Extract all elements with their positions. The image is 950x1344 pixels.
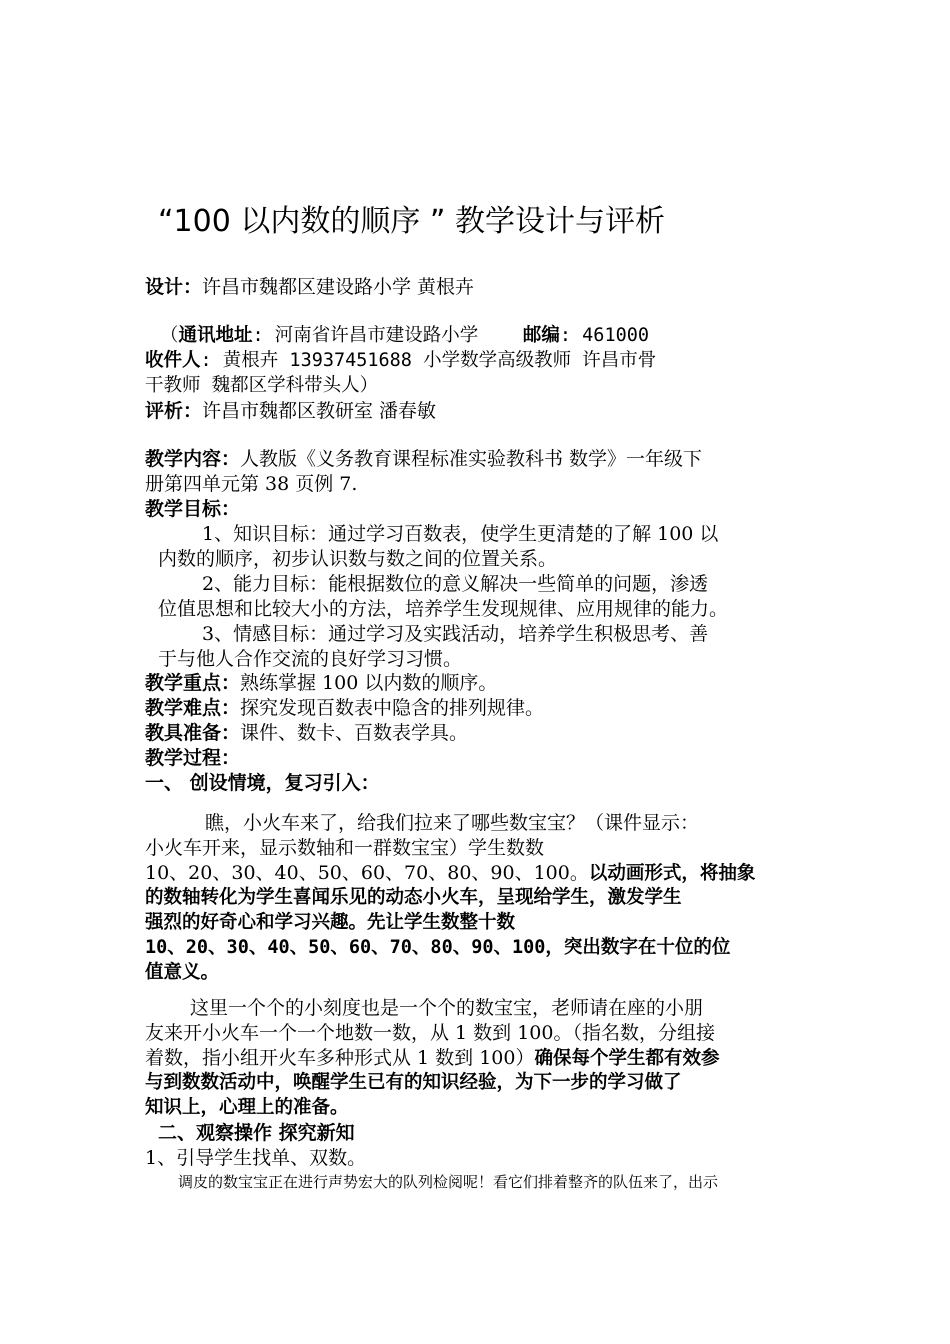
goal-3-line-1: 3、情感目标：通过学习及实践活动，培养学生积极思考、善 <box>202 623 709 645</box>
document-title: “100 以内数的顺序 ” 教学设计与评析 <box>158 204 665 239</box>
postcode-label: 邮编 <box>522 325 560 346</box>
p1-line-5: 强烈的好奇心和学习兴趣。先让学生数整十数 <box>145 912 516 933</box>
key-label: 教学重点： <box>145 672 241 694</box>
contact-line-1 <box>160 323 649 349</box>
p1-line-3 <box>145 860 755 887</box>
address-text: : 河南省许昌市建设路小学 <box>252 325 479 346</box>
p1-line-4: 的数轴转化为学生喜闻乐见的动态小火车，呈现给学生，激发学生 <box>145 887 682 908</box>
p1-line-2: 小火车开来，显示数轴和一群数宝宝）学生数数 <box>145 837 545 859</box>
recipient-text: : 黄根卉 13937451688 小学数学高级教师 许昌市骨 <box>200 350 657 371</box>
design-text: 许昌市魏都区建设路小学 黄根卉 <box>202 276 475 298</box>
section-2-heading: 二、观察操作 探究新知 <box>158 1122 355 1144</box>
p1-line-6 <box>145 935 730 961</box>
tools-text: 课件、数卡、百数表学具。 <box>240 722 469 744</box>
tools-line <box>145 720 468 746</box>
postcode-text: : 461000 <box>559 325 649 346</box>
p2-line-1: 这里一个个的小刻度也是一个个的数宝宝，老师请在座的小朋 <box>190 997 704 1019</box>
review-label: 评析： <box>145 400 203 422</box>
goal-1-line-2: 内数的顺序，初步认识数与数之间的位置关系。 <box>158 548 558 570</box>
p2-comment-start: 确保每个学生都有效参 <box>534 1048 720 1069</box>
section-1-heading: 一、 创设情境，复习引入： <box>145 772 380 794</box>
goal-2-line-2: 位值思想和比较大小的方法，培养学生发现规律、应用规律的能力。 <box>158 598 729 620</box>
p2-line-5: 知识上，心理上的准备。 <box>145 1097 349 1118</box>
key-text: 熟练掌握 100 以内数的顺序。 <box>240 672 498 694</box>
p2-line-3 <box>145 1045 720 1072</box>
goals-label: 教学目标： <box>145 498 241 520</box>
p2-text: 着数，指小组开火车多种形式从 1 数到 100） <box>145 1047 535 1069</box>
process-label: 教学过程： <box>145 747 241 769</box>
p1-line-1: 瞧，小火车来了，给我们拉来了哪些数宝宝？（课件显示： <box>205 812 700 834</box>
tools-label: 教具准备： <box>145 722 241 744</box>
goal-3-line-2: 于与他人合作交流的良好学习习惯。 <box>158 648 463 670</box>
item-1-heading: 1、引导学生找单、双数。 <box>145 1147 367 1169</box>
design-line <box>145 274 474 300</box>
p2-line-4: 与到数数活动中，唤醒学生已有的知识经验，为下一步的学习做了 <box>145 1072 682 1093</box>
goal-1-line-1: 1、知识目标：通过学习百数表，使学生更清楚的了解 100 以 <box>202 523 719 545</box>
content-line-2: 册第四单元第 38 页例 7. <box>145 473 358 495</box>
content-line-1 <box>145 446 702 472</box>
difficulty-text: 探究发现百数表中隐含的排列规律。 <box>240 697 545 719</box>
recipient-label: 收件人 <box>145 350 201 371</box>
p1-comment-start: 以动画形式，将抽象 <box>588 863 756 884</box>
contact-line-2 <box>145 348 656 374</box>
p1-number-sequence: 10、20、30、40、50、60、70、80、90、100。 <box>145 862 589 884</box>
review-line <box>145 398 436 424</box>
last-line: 调皮的数宝宝正在进行声势宏大的队列检阅呢！看它们排着整齐的队伍来了，出示 <box>178 1173 719 1191</box>
p1-number-sequence-2: 10、20、30、40、50、60、70、80、90、100， <box>145 937 564 958</box>
content-text: 人教版《义务教育课程标准实验教科书 数学》一年级下 <box>240 448 703 470</box>
content-label: 教学内容： <box>145 448 241 470</box>
contact-open-paren: （ <box>160 325 179 346</box>
design-label: 设计： <box>145 276 203 298</box>
goal-2-line-1: 2、能力目标：能根据数位的意义解决一些简单的问题，渗透 <box>202 573 709 595</box>
key-point-line <box>145 670 497 696</box>
address-label: 通讯地址 <box>178 325 253 346</box>
difficulty-line <box>145 695 544 721</box>
p1-comment-2: 突出数字在十位的位 <box>563 937 731 958</box>
contact-line-3: 干教师 魏都区学科带头人） <box>145 375 379 396</box>
p1-line-7: 值意义。 <box>145 962 220 983</box>
p2-line-2: 友来开小火车一个一个地数一数，从 1 数到 100。（指名数，分组接 <box>145 1022 715 1044</box>
difficulty-label: 教学难点： <box>145 697 241 719</box>
review-text: 许昌市魏都区教研室 潘春敏 <box>202 400 437 422</box>
